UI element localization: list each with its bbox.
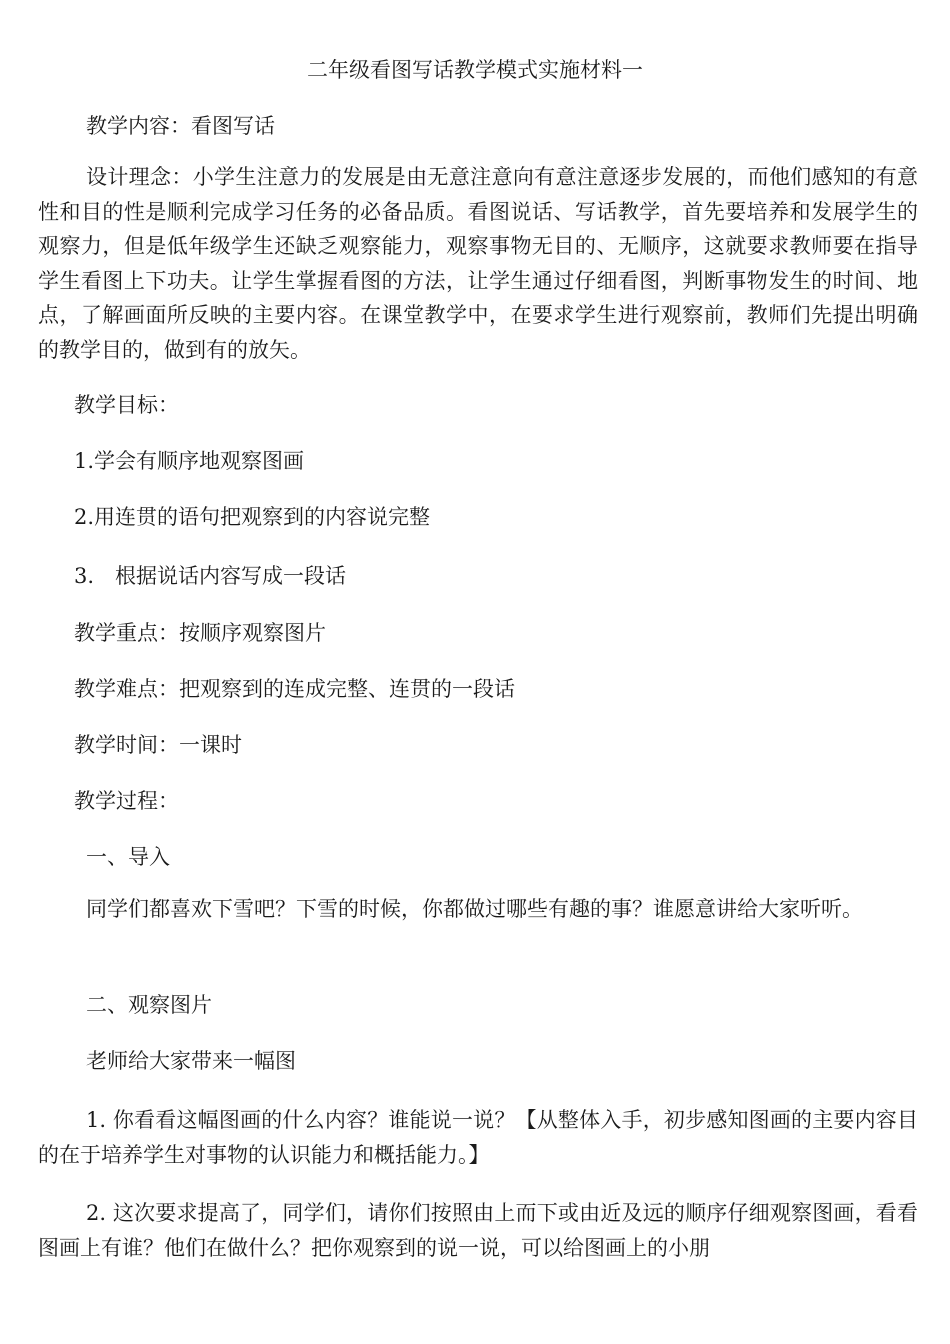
section-1-heading: 一、导入 <box>86 845 170 869</box>
section-2-item-2: 2. 这次要求提高了，同学们，请你们按照由上而下或由近及远的顺序仔细观察图画，看看图画上有谁？他们在做什么？把你观察到的说一说，可以给图画上的小朋 <box>38 1201 918 1260</box>
section-2-intro: 老师给大家带来一幅图 <box>86 1049 296 1073</box>
design-concept-paragraph: 设计理念：小学生注意力的发展是由无意注意向有意注意逐步发展的，而他们感知的有意性和目的性是顺利完成学习任务的必备品质。看图说话、写话教学，首先要培养和发展学生的观察力，但是低年级学生还缺乏观察能力，观察事物无目的、无顺序，这就要求教师要在指导学生看图上下功夫。让学生掌握看图的方法，让学生通过仔细看图，判断事物发生的时间、地点，了解画面所反映的主要内容。在课堂教学中，在要求学生进行观察前，教师们先提出明确的教学目的，做到有的放矢。 <box>38 165 918 362</box>
objectives-heading: 教学目标： <box>74 393 179 417</box>
key-point: 教学重点：按顺序观察图片 <box>74 621 326 645</box>
teaching-time: 教学时间：一课时 <box>74 733 242 757</box>
process-heading: 教学过程： <box>74 789 179 813</box>
section-1-paragraph: 同学们都喜欢下雪吧？下雪的时候，你都做过哪些有趣的事？谁愿意讲给大家听听。 <box>86 897 863 921</box>
document-title: 二年级看图写话教学模式实施材料一 <box>307 58 643 82</box>
teaching-content: 教学内容：看图写话 <box>86 114 275 138</box>
section-2-heading: 二、观察图片 <box>86 993 212 1017</box>
objective-item-3: 3. 根据说话内容写成一段话 <box>74 564 347 588</box>
difficulty: 教学难点：把观察到的连成完整、连贯的一段话 <box>74 677 515 701</box>
section-2-item-1: 1. 你看看这幅图画的什么内容？谁能说一说？【从整体入手，初步感知图画的主要内容目的在于培养学生对事物的认识能力和概括能力。】 <box>38 1108 918 1167</box>
objective-item-2: 2.用连贯的语句把观察到的内容说完整 <box>74 505 431 529</box>
objective-item-1: 1.学会有顺序地观察图画 <box>74 449 305 473</box>
